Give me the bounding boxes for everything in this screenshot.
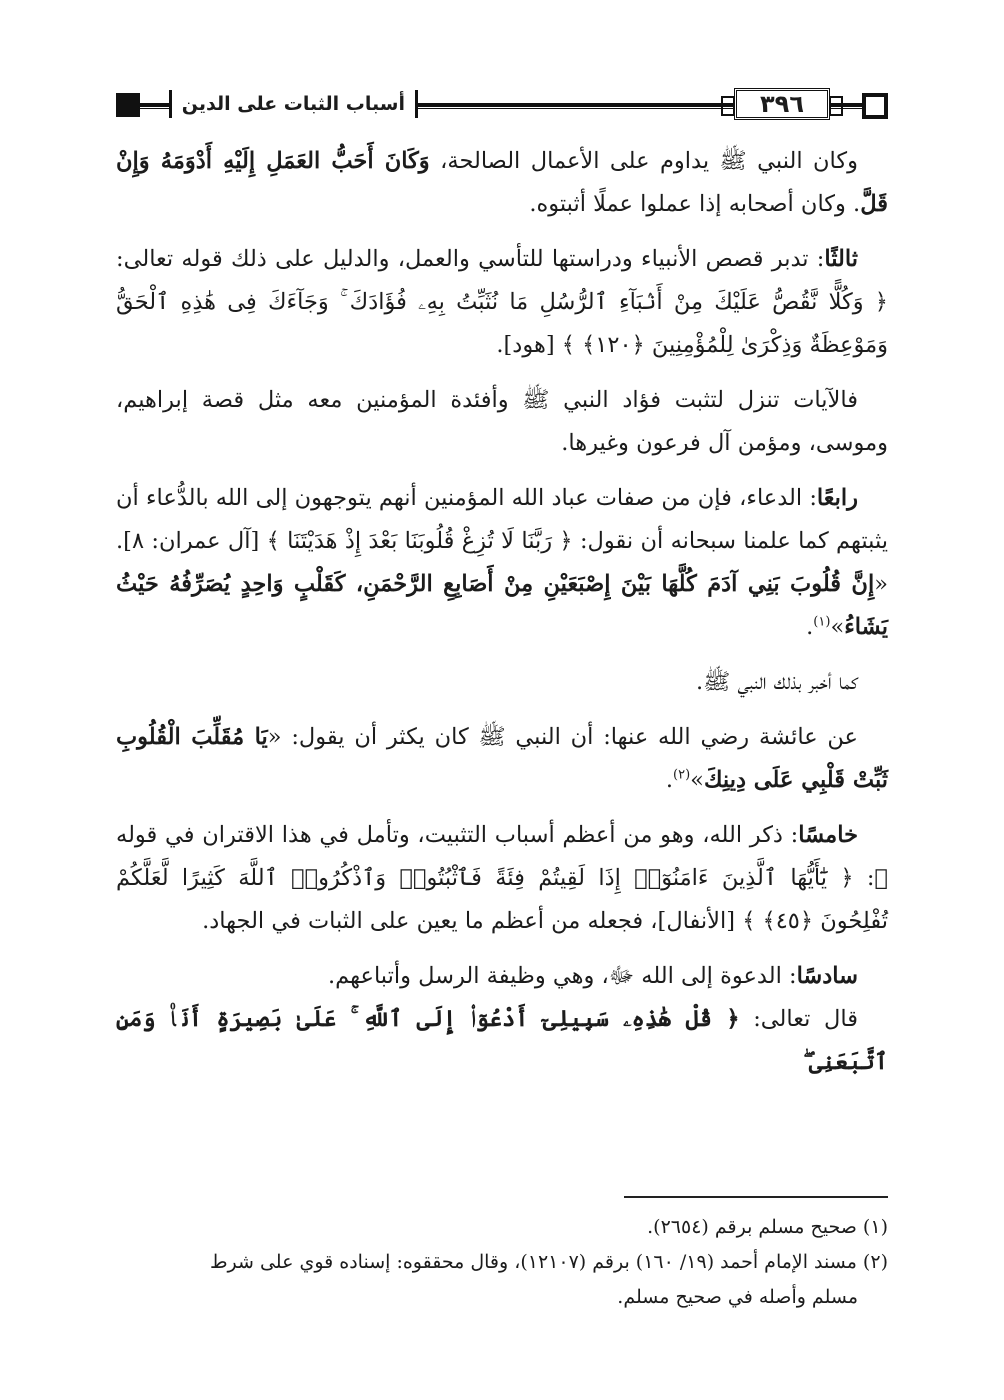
- p6-dot: .: [665, 767, 674, 793]
- p4-lead: رابعًا: [816, 485, 858, 511]
- paragraph-3: [116, 379, 888, 465]
- p3-text: فالآيات تنزل لتثبت فؤاد النبي ﷺ وأفئدة المؤمنين معه مثل قصة إبراهيم، وموسى، ومؤمن آل فرعون وغيرها.: [116, 387, 888, 456]
- footnote-marker-2: (٢): [673, 767, 691, 783]
- main-text: [116, 140, 888, 1096]
- paragraph-5: [116, 661, 888, 704]
- p1-hadith: وَكَانَ أَحَبُّ العَمَلِ إِلَيْهِ أَدْوَمَهُ وَإِنْ قَلَّ: [116, 148, 888, 217]
- p4-text: : الدعاء، فإن من صفات عباد الله المؤمنين أنهم يتوجهون إلى الله بالدُّعاء أن يثبتهم كما علمنا سبحانه أن نقول:: [116, 485, 888, 554]
- footnote-marker-1: (١): [813, 614, 831, 630]
- p7-text-a: : ذكر الله، وهو من أعظم أسباب التثبيت، وتأمل في هذا الاقتران في قوله ﷻ:: [116, 822, 888, 891]
- p2-lead: ثالثًا: [824, 246, 858, 272]
- footnote-separator: [624, 1196, 888, 1198]
- paragraph-7: [116, 814, 888, 943]
- p2-quran-verse: ﴿ وَكُلًّا نَّقُصُّ عَلَيْكَ مِنْ أَنۢبَآءِ ٱلرُّسُلِ مَا نُثَبِّتُ بِهِۦ فُؤَادَكَ ۚ وَجَآءَكَ فِى هَٰذِهِ ٱلْحَقُّ وَمَوْعِظَةٌ وَذِكْرَىٰ لِلْمُؤْمِنِينَ ﴿١٢٠﴾ ﴾: [116, 289, 888, 358]
- p4-reference: [آل عمران: ٨]. «: [116, 528, 888, 597]
- paragraph-4: [116, 477, 888, 649]
- p4-hadith: إِنَّ قُلُوبَ بَنِي آدَمَ كُلَّهَا بَيْنَ إِصْبَعَيْنِ مِنْ أَصَابِعِ الرَّحْمَنِ، كَقَلْبٍ وَاحِدٍ يُصَرِّفُهُ حَيْثُ يَشَاءُ: [116, 571, 888, 640]
- footnote-1: (١) صحيح مسلم برقم (٢٦٥٤).: [647, 1216, 888, 1238]
- p6-hadith: يَا مُقَلِّبَ الْقُلُوبِ ثَبِّتْ قَلْبِي عَلَى دِينِكَ: [116, 724, 888, 793]
- p4-quote-end: »: [830, 614, 845, 640]
- p9-text: قال تعالى:: [739, 1006, 858, 1032]
- p1-text-c: . وكان أصحابه إذا عملوا عملًا أثبتوه.: [529, 191, 861, 217]
- p1-text-a: وكان النبي ﷺ يداوم على الأعمال الصالحة،: [429, 148, 858, 174]
- p6-quote-end: »: [690, 767, 704, 793]
- p4-dot: .: [806, 614, 814, 640]
- footnote-2-continuation: مسلم وأصله في صحيح مسلم.: [617, 1286, 858, 1308]
- p8-lead: سادسًا: [796, 963, 858, 989]
- page-header: [116, 88, 888, 122]
- p7-text-b: [الأنفال]، فجعله من أعظم ما يعين على الثبات في الجهاد.: [202, 908, 743, 934]
- p5-text: كما أخبر بذلك النبي ﷺ.: [695, 669, 858, 695]
- header-square-ornament-left: [116, 93, 140, 117]
- paragraph-9: [116, 998, 888, 1084]
- footnotes: [116, 1210, 888, 1315]
- p2-reference: [هود].: [496, 332, 562, 358]
- page-number: ٣٩٦: [734, 88, 830, 120]
- paragraph-2: [116, 238, 888, 367]
- p9-quran-verse: ﴿ قُلْ هَٰذِهِۦ سَبِيلِىٓ أَدْعُوٓا۟ إِلَى ٱللَّهِ ۚ عَلَىٰ بَصِيرَةٍ أَنَا۠ وَمَنِ ٱتَّبَعَنِى ۖ: [116, 1006, 888, 1075]
- p8-text: : الدعوة إلى الله ﷻ، وهي وظيفة الرسل وأتباعهم.: [328, 963, 797, 989]
- footnote-2: (٢) مسند الإمام أحمد (١٩/ ١٦٠) برقم (١٢١٠٧)، وقال محققوه: إسناده قوي على شرط: [209, 1251, 888, 1273]
- p2-text: : تدبر قصص الأنبياء ودراستها للتأسي والعمل، والدليل على ذلك قوله تعالى:: [116, 246, 825, 272]
- p4-quran-verse: ﴿ رَبَّنَا لَا تُزِغْ قُلُوبَنَا بَعْدَ إِذْ هَدَيْتَنَا ﴾: [266, 528, 573, 554]
- p7-lead: خامسًا: [798, 822, 858, 848]
- p6-text: عن عائشة رضي الله عنها: أن النبي ﷺ كان يكثر أن يقول: «: [267, 724, 858, 750]
- running-title: أسباب الثبات على الدين: [169, 90, 418, 118]
- p7-quran-verse: ﴿ يَٰٓأَيُّهَا ٱلَّذِينَ ءَامَنُوٓا۟ إِذَا لَقِيتُمْ فِئَةً فَٱثْبُتُوا۟ وَٱذْكُرُوا۟ ٱللَّهَ كَثِيرًا لَّعَلَّكُمْ تُفْلِحُونَ ﴿٤٥﴾ ﴾: [116, 865, 888, 934]
- paragraph-1: [116, 140, 888, 226]
- paragraph-6: [116, 716, 888, 802]
- header-square-ornament-right: [862, 93, 888, 119]
- paragraph-8: [116, 955, 888, 998]
